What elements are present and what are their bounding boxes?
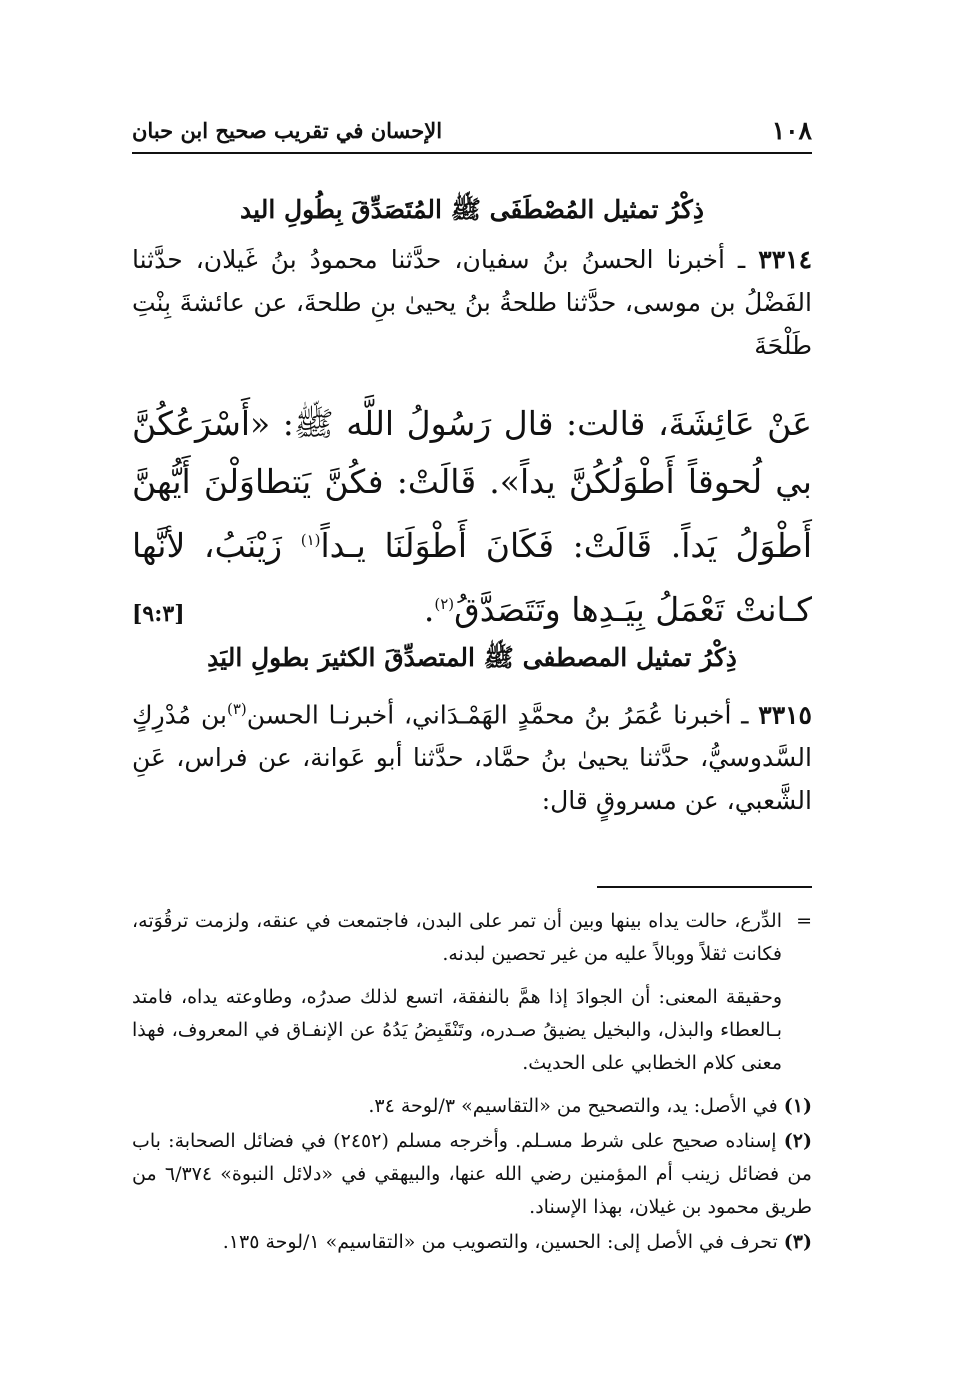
footnote-number: (٣) — [783, 1231, 812, 1253]
source-reference: [٩:٣] — [132, 601, 185, 627]
footnote-text: في الأصل: يد، والتصحيح من «التقاسيم» ٣/لوحة ٣٤. — [368, 1095, 778, 1117]
footnote-separator — [597, 886, 812, 888]
footnote-meaning: وحقيقة المعنى: أن الجوادَ إذا همَّ بالنفقة، اتسع لذلك صدرُه، وطاوعته يداه، فامتد بـالعطاء والبذل، والبخيل يضيقُ صـدره، وتَنْقَبِضُ يَدُهُ عن الإنفـاق في المعروف، فهذا معنى كلام الخطابي على الحديث. — [132, 986, 782, 1074]
section-3315 — [132, 636, 812, 822]
footnote-item — [132, 1125, 812, 1224]
isnad-text: ـ أخبرنا عُمَرُ بنُ محمَّدٍ الهَمْـدَاني، أخبرنـا الحسن — [246, 700, 749, 730]
footnote-number: (١) — [783, 1095, 812, 1117]
continuation-mark: = — [796, 910, 812, 932]
section-3314 — [132, 188, 812, 639]
section-title: ذِكْرُ تمثيل المُصْطَفَى ﷺ المُتَصَدِّقَ بِطُولِ اليد — [240, 195, 704, 224]
footnote-marker: (١) — [300, 531, 321, 549]
footnote-text: إسناده صحيح على شرط مسـلم. وأخرجه مسلم (٢٤٥٢) في فضائل الصحابة: باب من فضائل زينب أم المؤمنين رضي الله عنها، والبيهقي في «دلائل النبوة» ٦/٣٧٤ من طريق محمود بن غيلان، بهذا الإسناد. — [132, 1130, 812, 1218]
footnote-continuation — [132, 905, 812, 971]
footnote-number: (٢) — [783, 1130, 812, 1152]
running-title: الإحسان في تقريب صحيح ابن حبان — [132, 118, 443, 143]
matn-paragraph — [132, 395, 812, 639]
matn-end: . — [423, 590, 435, 629]
page-number: ١٠٨ — [771, 116, 812, 145]
footnote-marker: (٣) — [226, 700, 247, 718]
footnote-marker: (٢) — [434, 595, 455, 613]
hadith-number: ٣٣١٤ — [758, 245, 812, 274]
matn-text: زَيْنَبُ، لأنَّها كـانتْ تَعْمَلُ بِيَـدِها وتَتَصَدَّقُ — [132, 526, 812, 629]
hadith-number: ٣٣١٥ — [758, 700, 812, 730]
isnad-paragraph — [132, 688, 812, 822]
footnote-text: تحرف في الأصل إلى: الحسين، والتصويب من «التقاسيم» ١/لوحة ١٣٥. — [222, 1231, 778, 1253]
section-title: ذِكْرُ تمثيل المصطفى ﷺ المتصدِّقَ الكثيرَ بطولِ اليَدِ — [207, 643, 737, 672]
footnotes — [132, 905, 812, 1261]
isnad-text: ـ أخبرنا الحسنُ بنُ سفيان، حدَّثنا محمودُ بنُ غَيلان، حدَّثنا الفَضْلُ بن موسى، حدَّثنا طلحةُ بنُ يحيىٰ بنِ طلحةَ، عن عائشةَ بِنْتِ طَلْحَةَ — [132, 245, 812, 360]
isnad-text: بن مُدْرِكٍ السَّدوسيُّ، حدَّثنا يحيىٰ بنُ حمَّاد، حدَّثنا أبو عَوانة، عن فراس، عَنِ الشَّعبي، عن مسروقٍ قال: — [132, 700, 812, 816]
footnote-item — [132, 1090, 812, 1123]
page-header — [132, 112, 812, 154]
matn-text: عَنْ عَائِشَةَ، قالت: قال رَسُولُ اللَّه ﷺ: «أَسْرَعُكُنَّ بي لُحوقاً أَطْوَلُكُنَّ يداً». قَالَتْ: فكُنَّ يَتطاوَلْنَ أَيُّهنَّ أَطْوَلُ يَداً. قَالَتْ: فَكَانَ أَطْوَلَنَا يـداً — [132, 404, 812, 565]
isnad-paragraph — [132, 238, 812, 367]
footnote-item — [132, 1226, 812, 1259]
footnote-text: الدِّرع، حالت يداه بينها وبين أن تمر على البدن، فاجتمعت في عنقه، ولزمت ترقُوَته، فكانت ثقلاً ووبالاً عليه من غير تحصين لبدنه. — [132, 910, 782, 965]
